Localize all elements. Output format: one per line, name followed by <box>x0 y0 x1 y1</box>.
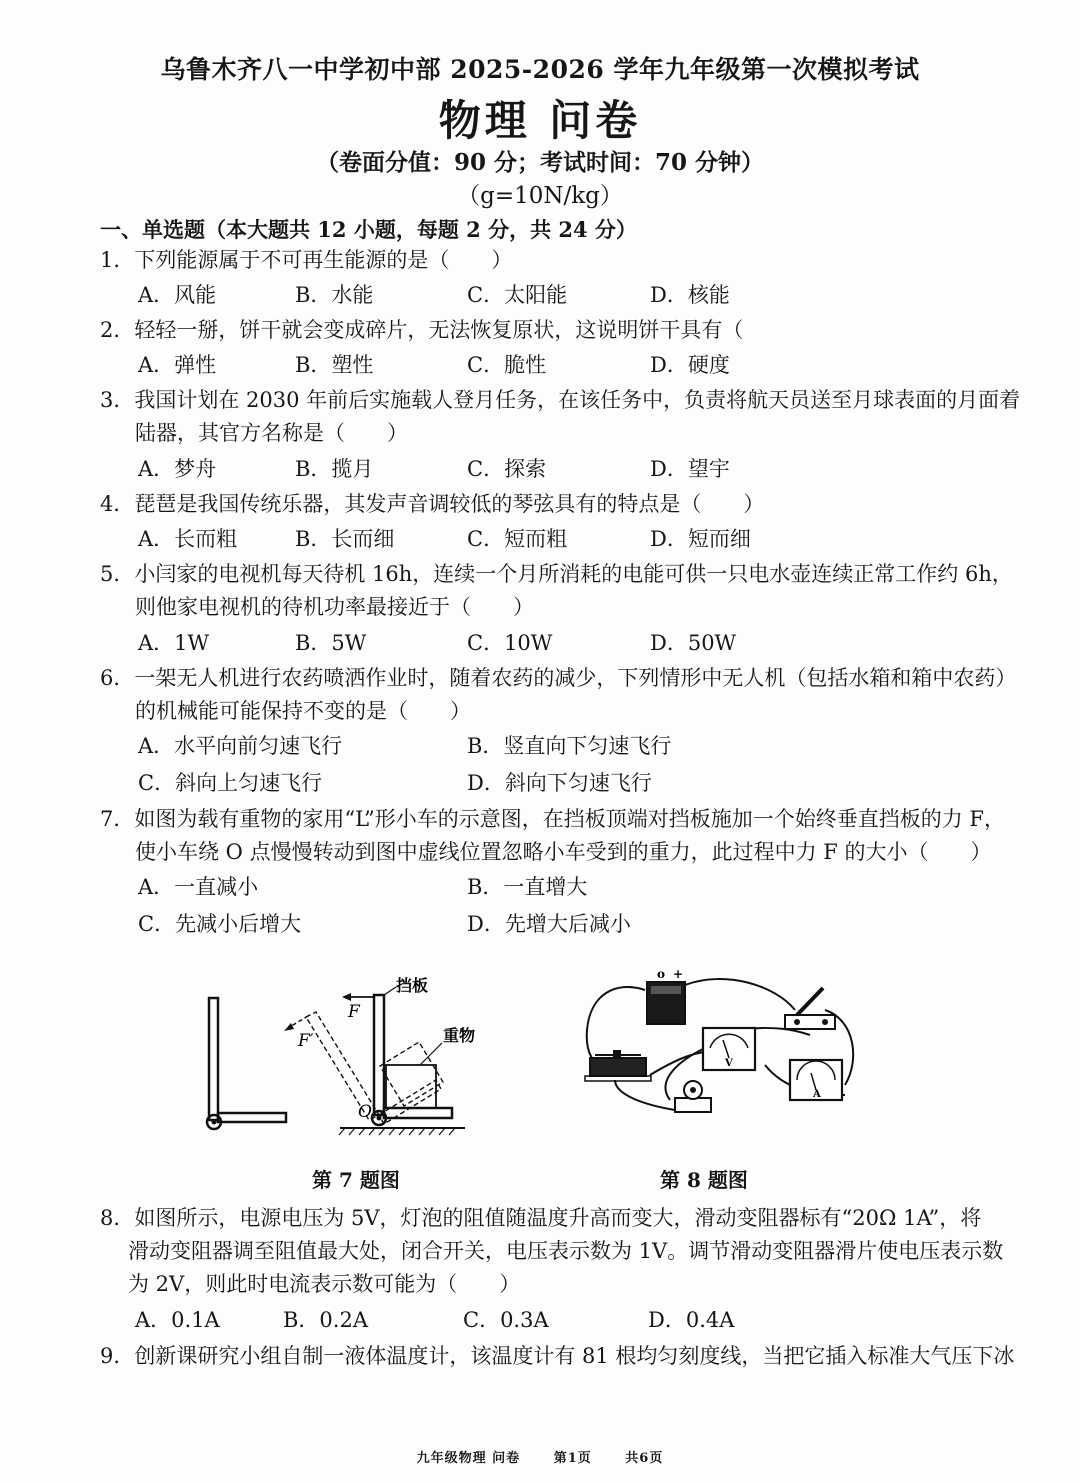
section-heading: 一、单选题（本大题共 12 小题，每题 2 分，共 24 分） <box>100 217 637 242</box>
q1-option-b: B．水能 <box>295 283 374 307</box>
figure-7-caption: 第 7 题图 <box>312 1168 400 1192</box>
q5-option-d: D．50W <box>650 631 737 655</box>
q2-option-a: A．弹性 <box>138 353 217 377</box>
fig7-simple-cart-base <box>218 1113 286 1122</box>
q4-option-b: B．长而细 <box>295 527 395 551</box>
q2-option-c: C．脆性 <box>467 353 547 377</box>
footer-exam-name: 九年级物理 问卷 <box>416 1451 521 1466</box>
question-5-stem-line1: 5．小闫家的电视机每天待机 16h，连续一个月所消耗的电能可供一只电水壶连续正常工作约 6h， <box>100 562 1013 586</box>
fig8-voltmeter <box>703 1028 755 1070</box>
fig8-ammeter-label: A <box>813 1089 821 1100</box>
question-7-stem-line1: 7．如图为载有重物的家用“L”形小车的示意图，在挡板顶端对挡板施加一个始终垂直挡板的力 F， <box>100 807 1005 831</box>
question-4-stem: 4．琵琶是我国传统乐器，其发声音调较低的琴弦具有的特点是（ ） <box>100 492 765 516</box>
q8-option-d: D．0.4A <box>648 1308 735 1332</box>
q7-option-c: C．先减小后增大 <box>138 912 302 936</box>
q7-option-d: D．先增大后减小 <box>467 912 631 936</box>
question-3-stem-line2: 陆器，其官方名称是（ ） <box>135 421 408 445</box>
fig8-rheostat <box>585 1050 651 1081</box>
school-title: 乌鲁木齐八一中学初中部 2025-2026 学年九年级第一次模拟考试 <box>160 55 920 84</box>
question-6-stem-line2: 的机械能可能保持不变的是（ ） <box>135 699 471 723</box>
question-8-stem-line1: 8．如图所示，电源电压为 5V，灯泡的阻值随温度升高而变大，滑动变阻器标有“20Ω 1A”，将 <box>100 1206 982 1230</box>
question-3-stem-line1: 3．我国计划在 2030 年前后实施载人登月任务，在该任务中，负责将航天员送至月球表面的月面着 <box>100 388 1021 412</box>
q6-option-c: C．斜向上匀速飞行 <box>138 771 323 795</box>
q5-option-a: A．1W <box>138 631 210 655</box>
q1-option-a: A．风能 <box>138 283 217 307</box>
figure-8-circuit <box>575 960 865 1125</box>
fig7-cart-base <box>384 1108 452 1118</box>
fig7-label-F: F <box>348 1002 360 1022</box>
fig7-label-F-prime: F′ <box>298 1031 314 1051</box>
q4-option-c: C．短而粗 <box>467 527 568 551</box>
question-2-stem: 2．轻轻一掰，饼干就会变成碎片，无法恢复原状，这说明饼干具有（ <box>100 318 744 342</box>
fig8-battery <box>647 967 685 1024</box>
figure-8-caption: 第 8 题图 <box>660 1168 748 1192</box>
question-5-stem-line2: 则他家电视机的待机功率最接近于（ ） <box>135 595 534 619</box>
question-7-stem-line2: 使小车绕 O 点慢慢转动到图中虚线位置忽略小车受到的重力，此过程中力 F 的大小（ ） <box>135 840 992 864</box>
question-1-stem: 1．下列能源属于不可再生能源的是（ ） <box>100 248 513 272</box>
fig7-label-O: O <box>358 1102 372 1122</box>
gravity-constant: （g=10N/kg） <box>457 183 623 209</box>
q5-option-c: C．10W <box>467 631 553 655</box>
q7-option-b: B．一直增大 <box>467 875 588 899</box>
q1-option-c: C．太阳能 <box>467 283 568 307</box>
footer-total-pages: 共6页 <box>625 1451 664 1466</box>
fig8-voltmeter-label: V <box>725 1058 733 1069</box>
footer-page-number: 第1页 <box>553 1451 592 1466</box>
fig7-label-weight: 重物 <box>443 1026 476 1045</box>
fig7-baffle-plate <box>374 995 384 1115</box>
score-time-line: （卷面分值：90 分；考试时间：70 分钟） <box>315 149 765 176</box>
q3-option-a: A．梦舟 <box>138 457 217 481</box>
q7-option-a: A．一直减小 <box>138 875 259 899</box>
fig8-lamp <box>675 1081 711 1112</box>
q4-option-a: A．长而粗 <box>138 527 238 551</box>
figure-7-diagram <box>190 965 480 1145</box>
question-8-stem-line2: 滑动变阻器调至阻值最大处，闭合开关，电压表示数为 1V。调节滑动变阻器滑片使电压表示数 <box>128 1239 1004 1263</box>
q8-option-c: C．0.3A <box>463 1308 549 1332</box>
q8-option-a: A．0.1A <box>135 1308 220 1332</box>
page-footer <box>0 1447 1080 1466</box>
q6-option-a: A．水平向前匀速飞行 <box>138 734 343 758</box>
q6-option-b: B．竖直向下匀速飞行 <box>467 734 672 758</box>
fig7-simple-cart-upright <box>209 998 218 1120</box>
q6-option-d: D．斜向下匀速飞行 <box>467 771 652 795</box>
q3-option-d: D．望宇 <box>650 457 730 481</box>
q5-option-b: B．5W <box>295 631 367 655</box>
q2-option-d: D．硬度 <box>650 353 730 377</box>
svg-text:+: + <box>673 967 684 981</box>
fig8-ammeter <box>790 1060 842 1100</box>
q3-option-b: B．揽月 <box>295 457 374 481</box>
svg-text:o: o <box>657 967 666 981</box>
q2-option-b: B．塑性 <box>295 353 374 377</box>
question-8-stem-line3: 为 2V，则此时电流表示数可能为（ ） <box>128 1272 521 1296</box>
question-9-stem-line1: 9．创新课研究小组自制一液体温度计，该温度计有 81 根均匀刻度线，当把它插入标准大气压下冰 <box>100 1344 1015 1368</box>
q4-option-d: D．短而细 <box>650 527 751 551</box>
q1-option-d: D．核能 <box>650 283 730 307</box>
fig7-label-baffle: 挡板 <box>396 976 429 995</box>
subject-title: 物理 问卷 <box>438 96 642 145</box>
q8-option-b: B．0.2A <box>283 1308 368 1332</box>
question-6-stem-line1: 6．一架无人机进行农药喷洒作业时，随着农药的减少，下列情形中无人机（包括水箱和箱中农药） <box>100 666 1017 690</box>
q3-option-c: C．探索 <box>467 457 547 481</box>
